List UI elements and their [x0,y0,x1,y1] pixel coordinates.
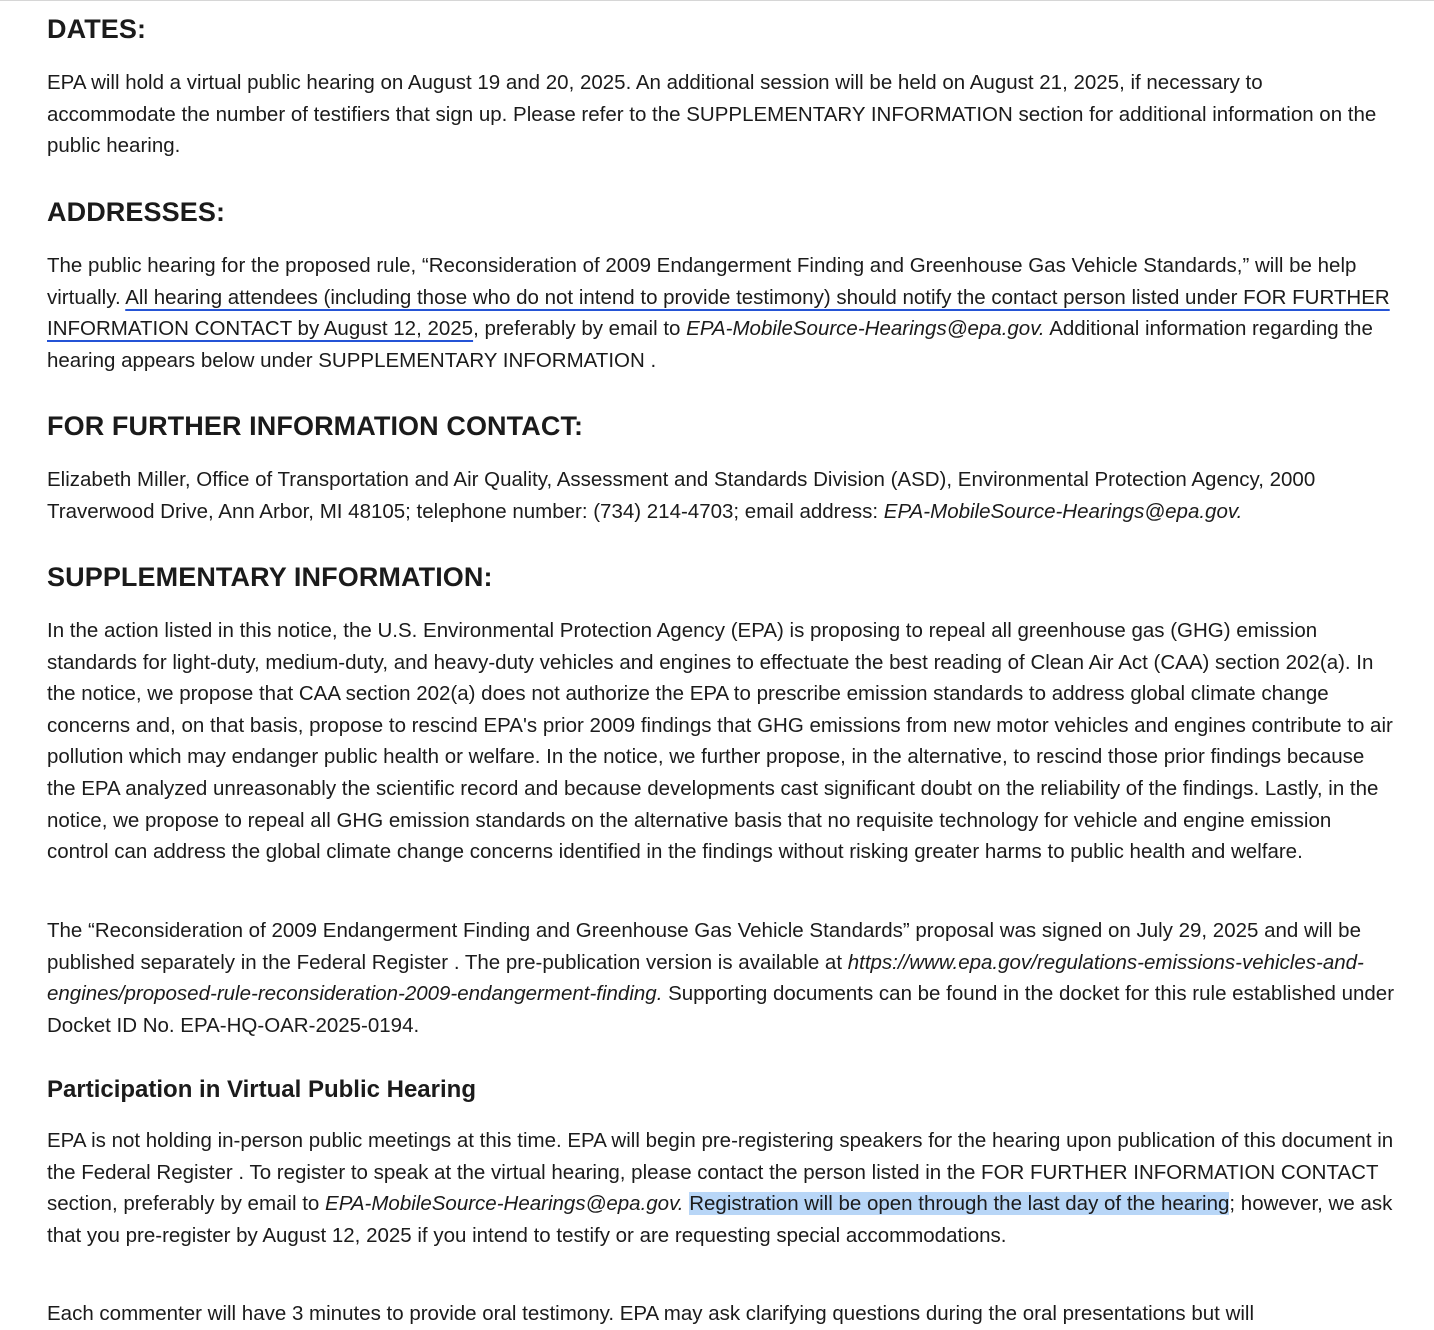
dates-section [47,14,1397,45]
contact-section [47,411,1397,442]
supplementary-para2-text2: Supporting documents can be found in the docket for this rule established under Docket ID No. EPA-HQ-OAR-2025-0194. [47,982,1395,1037]
prepublication-url[interactable]: https://www.epa.gov/regulations-emissions-vehicles-and-engines/proposed-rule-reconsideration-2009-endangerment-finding. [47,950,1364,1006]
supplementary-para2-wrap [47,915,1397,1041]
addresses-heading: ADDRESSES: [47,197,226,227]
contact-body [47,464,1397,527]
dates-body: EPA will hold a virtual public hearing on August 19 and 20, 2025. An additional session will be held on August 21, 2025, if necessary to accommodate the number of testifiers that sign up. Please refer to the SUPPLEMENTARY INFORMATION section for additional information on the public hearing. [47,71,1377,158]
addresses-text-2: , preferably by email to [473,317,687,341]
supplementary-section [47,562,1397,593]
addresses-text-1: The public hearing for the proposed rule, “Reconsideration of 2009 Endangerment Finding and Greenhouse Gas Vehicle Standards,” will be help virtually. [47,254,1357,309]
contact-heading: FOR FURTHER INFORMATION CONTACT: [47,411,584,441]
addresses-section [47,197,1397,228]
participation-para1 [47,1125,1397,1251]
dates-body-wrap [47,67,1397,162]
participation-para2: Each commenter will have 3 minutes to provide oral testimony. EPA may ask clarifying questions during the oral presentations but will [47,1302,1255,1325]
supplementary-heading: SUPPLEMENTARY INFORMATION: [47,562,493,592]
contact-text: Elizabeth Miller, Office of Transportation and Air Quality, Assessment and Standards Division (ASD), Environmental Protection Agency, 2000 Traverwood Drive, Ann Arbor, MI 48105; telephone number: (734) 214-4703; email address: [47,468,1316,523]
contact-email[interactable]: EPA-MobileSource-Hearings@epa.gov. [883,499,1243,523]
addresses-email[interactable]: EPA-MobileSource-Hearings@epa.gov. [686,317,1045,341]
contact-body-wrap [47,464,1397,527]
addresses-body-wrap [47,250,1397,376]
addresses-body [47,250,1397,376]
participation-para1-text2: ; however, we ask that you pre-register by August 12, 2025 if you intend to testify or are requesting special accommodations. [47,1192,1393,1247]
supplementary-para1: In the action listed in this notice, the U.S. Environmental Protection Agency (EPA) is proposing to repeal all greenhouse gas (GHG) emission standards for light-duty, medium-duty, and heavy-duty vehicles and engines to effectuate the best reading of Clean Air Act (CAA) section 202(a). In the notice, we propose that CAA section 202(a) does not authorize the EPA to prescribe emission standards to address global climate change concerns and, on that basis, propose to rescind EPA's prior 2009 findings that GHG emissions from new motor vehicles and engines contribute to air pollution which may endanger public health or welfare. In the notice, we further propose, in the alternative, to rescind those prior findings because the EPA analyzed unreasonably the scientific record and because developments cast significant doubt on the reliability of the findings. Lastly, in the notice, we propose to repeal all GHG emission standards on the alternative basis that no requisite technology for vehicle and engine emission control can address the global climate change concerns identified in the findings without risking greater harms to public health and welfare. [47,619,1393,864]
participation-para2-wrap [47,1298,1397,1330]
attendee-notice-underlined[interactable]: All hearing attendees (including those who do not intend to provide testimony) should notify the contact person listed under FOR FURTHER INFORMATION CONTACT by August 12, 2025 [47,285,1390,341]
supplementary-para2 [47,915,1397,1041]
participation-heading: Participation in Virtual Public Hearing [47,1076,476,1103]
supplementary-para1-wrap [47,615,1397,868]
participation-para1-text1: EPA is not holding in-person public meetings at this time. EPA will begin pre-registering speakers for the hearing upon publication of this document in the Federal Register . To register to speak at the virtual hearing, please contact the person listed in the FOR FURTHER INFORMATION CONTACT section, preferably by email to [47,1129,1394,1216]
top-divider [0,0,1434,1]
participation-email[interactable]: EPA-MobileSource-Hearings@epa.gov. [325,1192,684,1216]
participation-section [47,1076,1397,1104]
supplementary-para2-text1: The “Reconsideration of 2009 Endangerment Finding and Greenhouse Gas Vehicle Standards” proposal was signed on July 29, 2025 and will be published separately in the Federal Register . The pre-publication version is available at [47,919,1361,974]
participation-para1-wrap [47,1125,1397,1251]
registration-highlight[interactable]: Registration will be open through the last day of the hearing [689,1192,1230,1216]
dates-heading: DATES: [47,14,147,44]
addresses-text-3: Additional information regarding the hearing appears below under SUPPLEMENTARY INFORMATION . [47,317,1373,372]
